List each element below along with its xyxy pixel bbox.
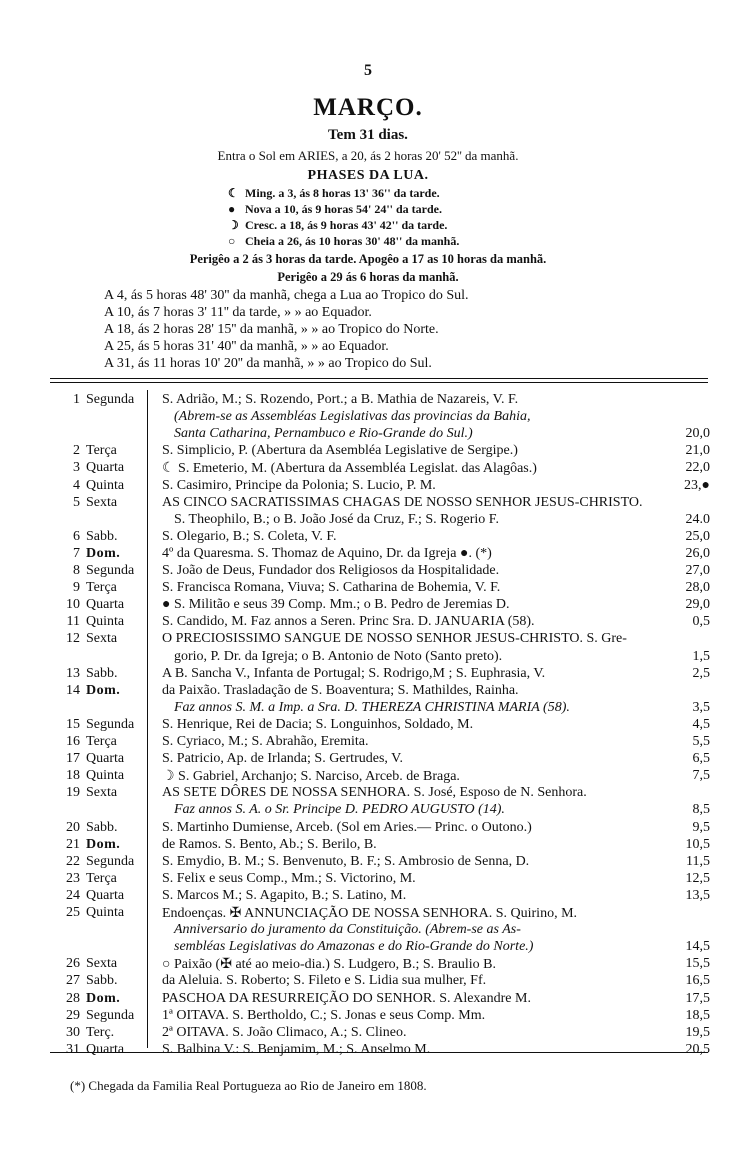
saints-text: S. Adrião, M.; S. Rozendo, Port.; a B. Mathia de Nazareis, V. F. bbox=[162, 392, 519, 407]
saints-text: S. Balbina V.: S. Benjamim, M.; S. Anselmo M. bbox=[162, 1041, 431, 1057]
weekday: Quarta bbox=[86, 460, 125, 476]
tide-value: 25,0 bbox=[685, 528, 710, 544]
tropic-line: A 25, ás 5 horas 31' 40'' da manhã, » » ao Equador. bbox=[104, 339, 389, 354]
tide-value: 11,5 bbox=[686, 853, 710, 869]
moon-phase-icon: ● bbox=[228, 202, 236, 216]
tropic-line: A 4, ás 5 horas 48' 30'' da manhã, chega a Lua ao Tropico do Sul. bbox=[104, 288, 469, 303]
weekday: Sabb. bbox=[86, 819, 118, 835]
tide-value: 20,0 bbox=[685, 426, 710, 442]
tide-value: 19,5 bbox=[685, 1024, 710, 1040]
tropic-line: A 10, ás 7 horas 3' 11'' da tarde, » » ao Equador. bbox=[104, 305, 372, 320]
tide-value: 26,0 bbox=[685, 545, 710, 561]
footnote: (*) Chegada da Familia Real Portugueza ao Rio de Janeiro em 1808. bbox=[70, 1078, 427, 1093]
saints-text: S. Patricio, Ap. de Irlanda; S. Gertrudes, V. bbox=[162, 751, 403, 767]
weekday: Quinta bbox=[86, 477, 125, 493]
saints-text: gorio, P. Dr. da Igreja; o B. Antonio de Noto (Santo preto). bbox=[174, 648, 503, 664]
saints-text: (Abrem-se as Assembléas Legislativas das provincias da Bahia, bbox=[174, 409, 531, 425]
day-number: 24 bbox=[66, 887, 80, 903]
saints-text: 4º da Quaresma. S. Thomaz de Aquino, Dr. da Igreja ●. (*) bbox=[162, 545, 492, 561]
saints-text: da Paixão. Trasladação de S. Boaventura; S. Mathildes, Rainha. bbox=[162, 682, 519, 698]
tide-value: 4,5 bbox=[692, 716, 710, 732]
day-number: 1 bbox=[73, 392, 80, 407]
saints-text: da Aleluia. S. Roberto; S. Fileto e S. Lidia sua mulher, Ff. bbox=[162, 973, 487, 989]
moon-phase-icon: ☾ bbox=[228, 186, 239, 200]
saints-text: Santa Catharina, Pernambuco e Rio-Grande do Sul.) bbox=[174, 426, 473, 442]
moon-phase: ○ Cheia a 26, ás 10 horas 30' 48'' da manhã. bbox=[228, 234, 460, 248]
saints-text: S. Henrique, Rei de Dacia; S. Longuinhos, Soldado, M. bbox=[162, 716, 474, 732]
day-number: 5 bbox=[73, 494, 80, 510]
saints-text: S. Marcos M.; S. Agapito, B.; S. Latino, M. bbox=[162, 887, 407, 903]
weekday: Sexta bbox=[86, 494, 118, 510]
divider bbox=[50, 382, 708, 383]
weekday: Segunda bbox=[86, 716, 135, 732]
tide-value: 18,5 bbox=[685, 1007, 710, 1023]
sun-entry: Entra o Sol em ARIES, a 20, ás 2 horas 20' 52'' da manhã. bbox=[217, 148, 519, 163]
day-number: 31 bbox=[66, 1041, 80, 1057]
tide-value: 10,5 bbox=[685, 836, 710, 852]
column-divider bbox=[147, 390, 148, 1048]
tide-value: 14,5 bbox=[685, 939, 710, 955]
tide-value: 5,5 bbox=[692, 734, 710, 749]
saints-text: S. Emydio, B. M.; S. Benvenuto, B. F.; S. Ambrosio de Senna, D. bbox=[162, 853, 530, 869]
tide-value: 22,0 bbox=[685, 460, 710, 476]
saints-text: Endoenças. ✠ ANNUNCIAÇÃO DE NOSSA SENHORA. S. Quirino, M. bbox=[162, 906, 578, 921]
day-number: 3 bbox=[73, 460, 80, 476]
tide-value: 16,5 bbox=[685, 973, 710, 989]
saints-text: S. Casimiro, Principe da Polonia; S. Lucio, P. M. bbox=[162, 477, 436, 493]
saints-text: S. Theophilo, B.; o B. João José da Cruz, F.; S. Rogerio F. bbox=[174, 511, 499, 527]
page-number: 5 bbox=[364, 62, 372, 79]
weekday: Dom. bbox=[86, 990, 121, 1006]
day-number: 28 bbox=[66, 990, 80, 1006]
moon-phase-icon: ○ bbox=[228, 234, 236, 248]
tide-value: 0,5 bbox=[692, 614, 710, 630]
tide-value: 6,5 bbox=[692, 751, 710, 767]
tide-value: 15,5 bbox=[685, 956, 710, 972]
tide-value: 2,5 bbox=[692, 665, 710, 681]
weekday: Sexta bbox=[86, 956, 118, 972]
weekday: Sabb. bbox=[86, 665, 118, 681]
tide-value: 1,5 bbox=[692, 648, 710, 664]
tide-value: 24.0 bbox=[685, 511, 710, 527]
tide-value: 12,5 bbox=[685, 870, 710, 886]
day-number: 9 bbox=[73, 580, 80, 596]
weekday: Terç. bbox=[86, 1024, 115, 1040]
saints-text: O PRECIOSISSIMO SANGUE DE NOSSO SENHOR JESUS-CHRISTO. S. Gre- bbox=[162, 631, 627, 647]
weekday: Terça bbox=[86, 870, 117, 886]
saints-text: AS SETE DÔRES DE NOSSA SENHORA. S. José, Esposo de N. Senhora. bbox=[162, 785, 587, 801]
weekday: Terça bbox=[86, 580, 117, 596]
weekday: Quinta bbox=[86, 905, 125, 920]
weekday: Segunda bbox=[86, 392, 135, 407]
saints-text: AS CINCO SACRATISSIMAS CHAGAS DE NOSSO SENHOR JESUS-CHRISTO. bbox=[162, 494, 643, 510]
saints-text: A B. Sancha V., Infanta de Portugal; S. Rodrigo,M ; S. Euphrasia, V. bbox=[162, 665, 546, 681]
weekday: Dom. bbox=[86, 836, 121, 852]
tide-value: 23,● bbox=[684, 477, 710, 493]
day-number: 26 bbox=[66, 956, 80, 972]
saints-text: ● S. Militão e seus 39 Comp. Mm.; o B. Pedro de Jeremias D. bbox=[162, 597, 510, 613]
divider bbox=[50, 1052, 708, 1053]
day-number: 30 bbox=[66, 1024, 80, 1040]
day-number: 10 bbox=[66, 597, 80, 613]
tide-value: 17,5 bbox=[685, 990, 710, 1006]
day-number: 12 bbox=[66, 631, 80, 647]
day-number: 13 bbox=[66, 665, 80, 681]
saints-text: S. Olegario, B.; S. Coleta, V. F. bbox=[162, 528, 337, 544]
weekday: Segunda bbox=[86, 563, 135, 578]
tide-value: 28,0 bbox=[685, 580, 710, 596]
moon-phase: ☽ Cresc. a 18, ás 9 horas 43' 42'' da tarde. bbox=[228, 218, 448, 232]
saints-text: S. Felix e seus Comp., Mm.; S. Victorino, M. bbox=[162, 870, 416, 886]
tide-value: 9,5 bbox=[692, 819, 710, 835]
days-count: Tem 31 dias. bbox=[328, 127, 408, 143]
weekday: Dom. bbox=[86, 545, 121, 561]
weekday: Sexta bbox=[86, 785, 118, 801]
tide-value: 13,5 bbox=[685, 887, 710, 903]
day-number: 17 bbox=[66, 751, 80, 767]
saints-text: ☽ S. Gabriel, Archanjo; S. Narciso, Arceb. de Braga. bbox=[162, 769, 460, 785]
weekday: Segunda bbox=[86, 1007, 135, 1023]
weekday: Quinta bbox=[86, 768, 125, 784]
weekday: Quinta bbox=[86, 614, 125, 630]
tropic-line: A 31, ás 11 horas 10' 20'' da manhã, » » ao Tropico do Sul. bbox=[104, 356, 432, 371]
tropic-line: A 18, ás 2 horas 28' 15'' da manhã, » » ao Tropico do Norte. bbox=[104, 322, 439, 337]
weekday: Dom. bbox=[86, 682, 121, 698]
day-number: 21 bbox=[66, 836, 80, 852]
saints-text: S. Martinho Dumiense, Arceb. (Sol em Aries.— Princ. o Outono.) bbox=[162, 819, 532, 835]
saints-text: S. Francisca Romana, Viuva; S. Catharina de Bohemia, V. F. bbox=[162, 580, 501, 596]
saints-text: Faz annos S. A. o Sr. Principe D. PEDRO AUGUSTO (14). bbox=[174, 802, 505, 818]
saints-text: S. Candido, M. Faz annos a Seren. Princ Sra. D. JANUARIA (58). bbox=[162, 614, 535, 630]
moon-phase: ☾ Ming. a 3, ás 8 horas 13' 36'' da tarde. bbox=[228, 186, 440, 200]
tide-value: 27,0 bbox=[685, 563, 710, 578]
weekday: Quarta bbox=[86, 751, 125, 767]
day-number: 29 bbox=[66, 1007, 80, 1023]
day-number: 20 bbox=[66, 819, 80, 835]
day-number: 14 bbox=[66, 682, 80, 698]
saints-text: 2ª OITAVA. S. João Climaco, A.; S. Clineo. bbox=[162, 1024, 407, 1040]
divider bbox=[50, 378, 708, 379]
saints-text: S. Cyriaco, M.; S. Abrahão, Eremita. bbox=[162, 734, 369, 749]
saints-text: Anniversario do juramento da Constituição. (Abrem-se as As- bbox=[174, 922, 521, 938]
saints-text: sembléas Legislativas do Amazonas e do Rio-Grande do Norte.) bbox=[174, 939, 534, 955]
tide-value: 20,5 bbox=[685, 1041, 710, 1057]
day-number: 27 bbox=[66, 973, 80, 989]
tide-value: 21,0 bbox=[685, 443, 710, 459]
day-number: 22 bbox=[66, 853, 80, 869]
phases-title: PHASES DA LUA. bbox=[307, 168, 429, 183]
day-number: 4 bbox=[73, 477, 80, 493]
moon-phase: ● Nova a 10, ás 9 horas 54' 24'' da tarde. bbox=[228, 202, 443, 216]
moon-phase-icon: ☽ bbox=[228, 218, 239, 232]
weekday: Segunda bbox=[86, 853, 135, 869]
perigee-line: Perigêo a 29 ás 6 horas da manhã. bbox=[277, 270, 459, 284]
saints-text: Faz annos S. M. a Imp. a Sra. D. THEREZA CHRISTINA MARIA (58). bbox=[174, 699, 570, 715]
tide-value: 29,0 bbox=[685, 597, 710, 613]
weekday: Quarta bbox=[86, 1041, 125, 1057]
saints-text: de Ramos. S. Bento, Ab.; S. Berilo, B. bbox=[162, 836, 377, 852]
day-number: 8 bbox=[73, 563, 80, 578]
weekday: Quarta bbox=[86, 597, 125, 613]
weekday: Sexta bbox=[86, 631, 118, 647]
weekday: Sabb. bbox=[86, 973, 118, 989]
weekday: Terça bbox=[86, 443, 117, 459]
tide-value: 8,5 bbox=[692, 802, 710, 818]
saints-text: S. João de Deus, Fundador dos Religiosos da Hospitalidade. bbox=[162, 563, 500, 578]
day-number: 18 bbox=[66, 768, 80, 784]
day-number: 25 bbox=[66, 905, 80, 920]
saints-text: 1ª OITAVA. S. Bertholdo, C.; S. Jonas e seus Comp. Mm. bbox=[162, 1007, 486, 1023]
saints-text: ☾ S. Emeterio, M. (Abertura da Assembléa Legislat. das Alagôas.) bbox=[162, 461, 537, 477]
month-title: MARÇO. bbox=[313, 94, 423, 121]
day-number: 19 bbox=[66, 785, 80, 801]
day-number: 2 bbox=[73, 443, 80, 459]
day-number: 6 bbox=[73, 528, 80, 544]
perigee-line: Perigêo a 2 ás 3 horas da tarde. Apogêo a 17 as 10 horas da manhã. bbox=[189, 252, 547, 266]
saints-text: ○ Paixão (✠ até ao meio-dia.) S. Ludgero, B.; S. Braulio B. bbox=[162, 957, 496, 973]
day-number: 11 bbox=[66, 614, 80, 630]
day-number: 23 bbox=[66, 870, 80, 886]
day-number: 15 bbox=[66, 716, 80, 732]
day-number: 7 bbox=[73, 545, 80, 561]
weekday: Terça bbox=[86, 734, 117, 749]
saints-text: PASCHOA DA RESURREIÇÃO DO SENHOR. S. Alexandre M. bbox=[162, 990, 531, 1006]
weekday: Sabb. bbox=[86, 528, 118, 544]
tide-value: 3,5 bbox=[692, 699, 710, 715]
saints-text: S. Simplicio, P. (Abertura da Asembléa Legislative de Sergipe.) bbox=[162, 443, 518, 459]
day-number: 16 bbox=[66, 734, 80, 749]
weekday: Quarta bbox=[86, 887, 125, 903]
tide-value: 7,5 bbox=[692, 768, 710, 784]
